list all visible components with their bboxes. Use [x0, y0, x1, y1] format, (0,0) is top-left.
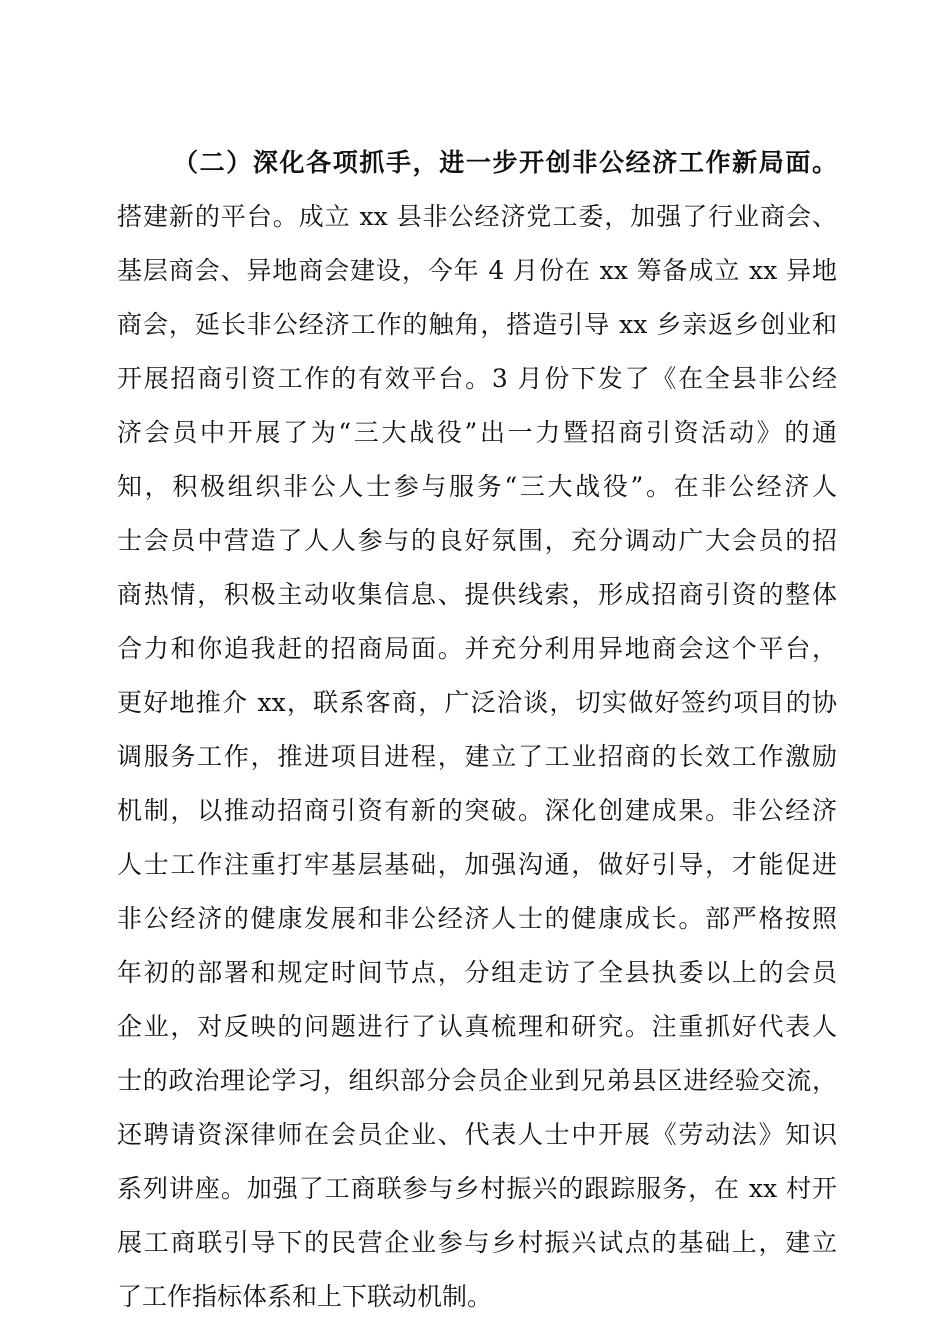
text-line: 济会员中开展了为“三大战役”出一力暨招商引资活动》的通: [117, 418, 837, 447]
text-line: 基层商会、异地商会建设，今年 4 月份在 xx 筹备成立 xx 异地: [117, 256, 837, 285]
text-line: 搭建新的平台。成立 xx 县非公经济党工委，加强了行业商会、: [117, 202, 837, 231]
text-line: 士会员中营造了人人参与的良好氛围，充分调动广大会员的招: [117, 526, 837, 555]
text-line: 调服务工作，推进项目进程，建立了工业招商的长效工作激励: [117, 742, 837, 771]
text-line: 知，积极组织非公人士参与服务“三大战役”。在非公经济人: [117, 472, 837, 501]
text-line: 开展招商引资工作的有效平台。3 月份下发了《在全县非公经: [117, 364, 837, 393]
text-line: 士的政治理论学习，组织部分会员企业到兄弟县区进经验交流，: [117, 1066, 837, 1095]
text-line: 人士工作注重打牢基层基础，加强沟通，做好引导，才能促进: [117, 850, 837, 879]
text-line: 年初的部署和规定时间节点，分组走访了全县执委以上的会员: [117, 958, 837, 987]
text-line: 商热情，积极主动收集信息、提供线索，形成招商引资的整体: [117, 580, 837, 609]
text-line: 商会，延长非公经济工作的触角，搭造引导 xx 乡亲返乡创业和: [117, 310, 837, 339]
text-line: 系列讲座。加强了工商联参与乡村振兴的跟踪服务，在 xx 村开: [117, 1174, 837, 1203]
text-line: 展工商联引导下的民营企业参与乡村振兴试点的基础上，建立: [117, 1228, 837, 1257]
text-line: 非公经济的健康发展和非公经济人士的健康成长。部严格按照: [117, 904, 837, 933]
section-heading: （二）深化各项抓手，进一步开创非公经济工作新局面。: [173, 148, 837, 177]
text-line: 合力和你追我赶的招商局面。并充分利用异地商会这个平台，: [117, 634, 837, 663]
text-line: 更好地推介 xx，联系客商，广泛洽谈，切实做好签约项目的协: [117, 688, 837, 717]
text-line: 了工作指标体系和上下联动机制。: [117, 1282, 493, 1311]
text-line: 企业，对反映的问题进行了认真梳理和研究。注重抓好代表人: [117, 1012, 837, 1041]
text-line: 机制，以推动招商引资有新的突破。深化创建成果。非公经济: [117, 796, 837, 825]
body-text: [117, 136, 837, 1324]
text-line: 还聘请资深律师在会员企业、代表人士中开展《劳动法》知识: [117, 1120, 837, 1149]
